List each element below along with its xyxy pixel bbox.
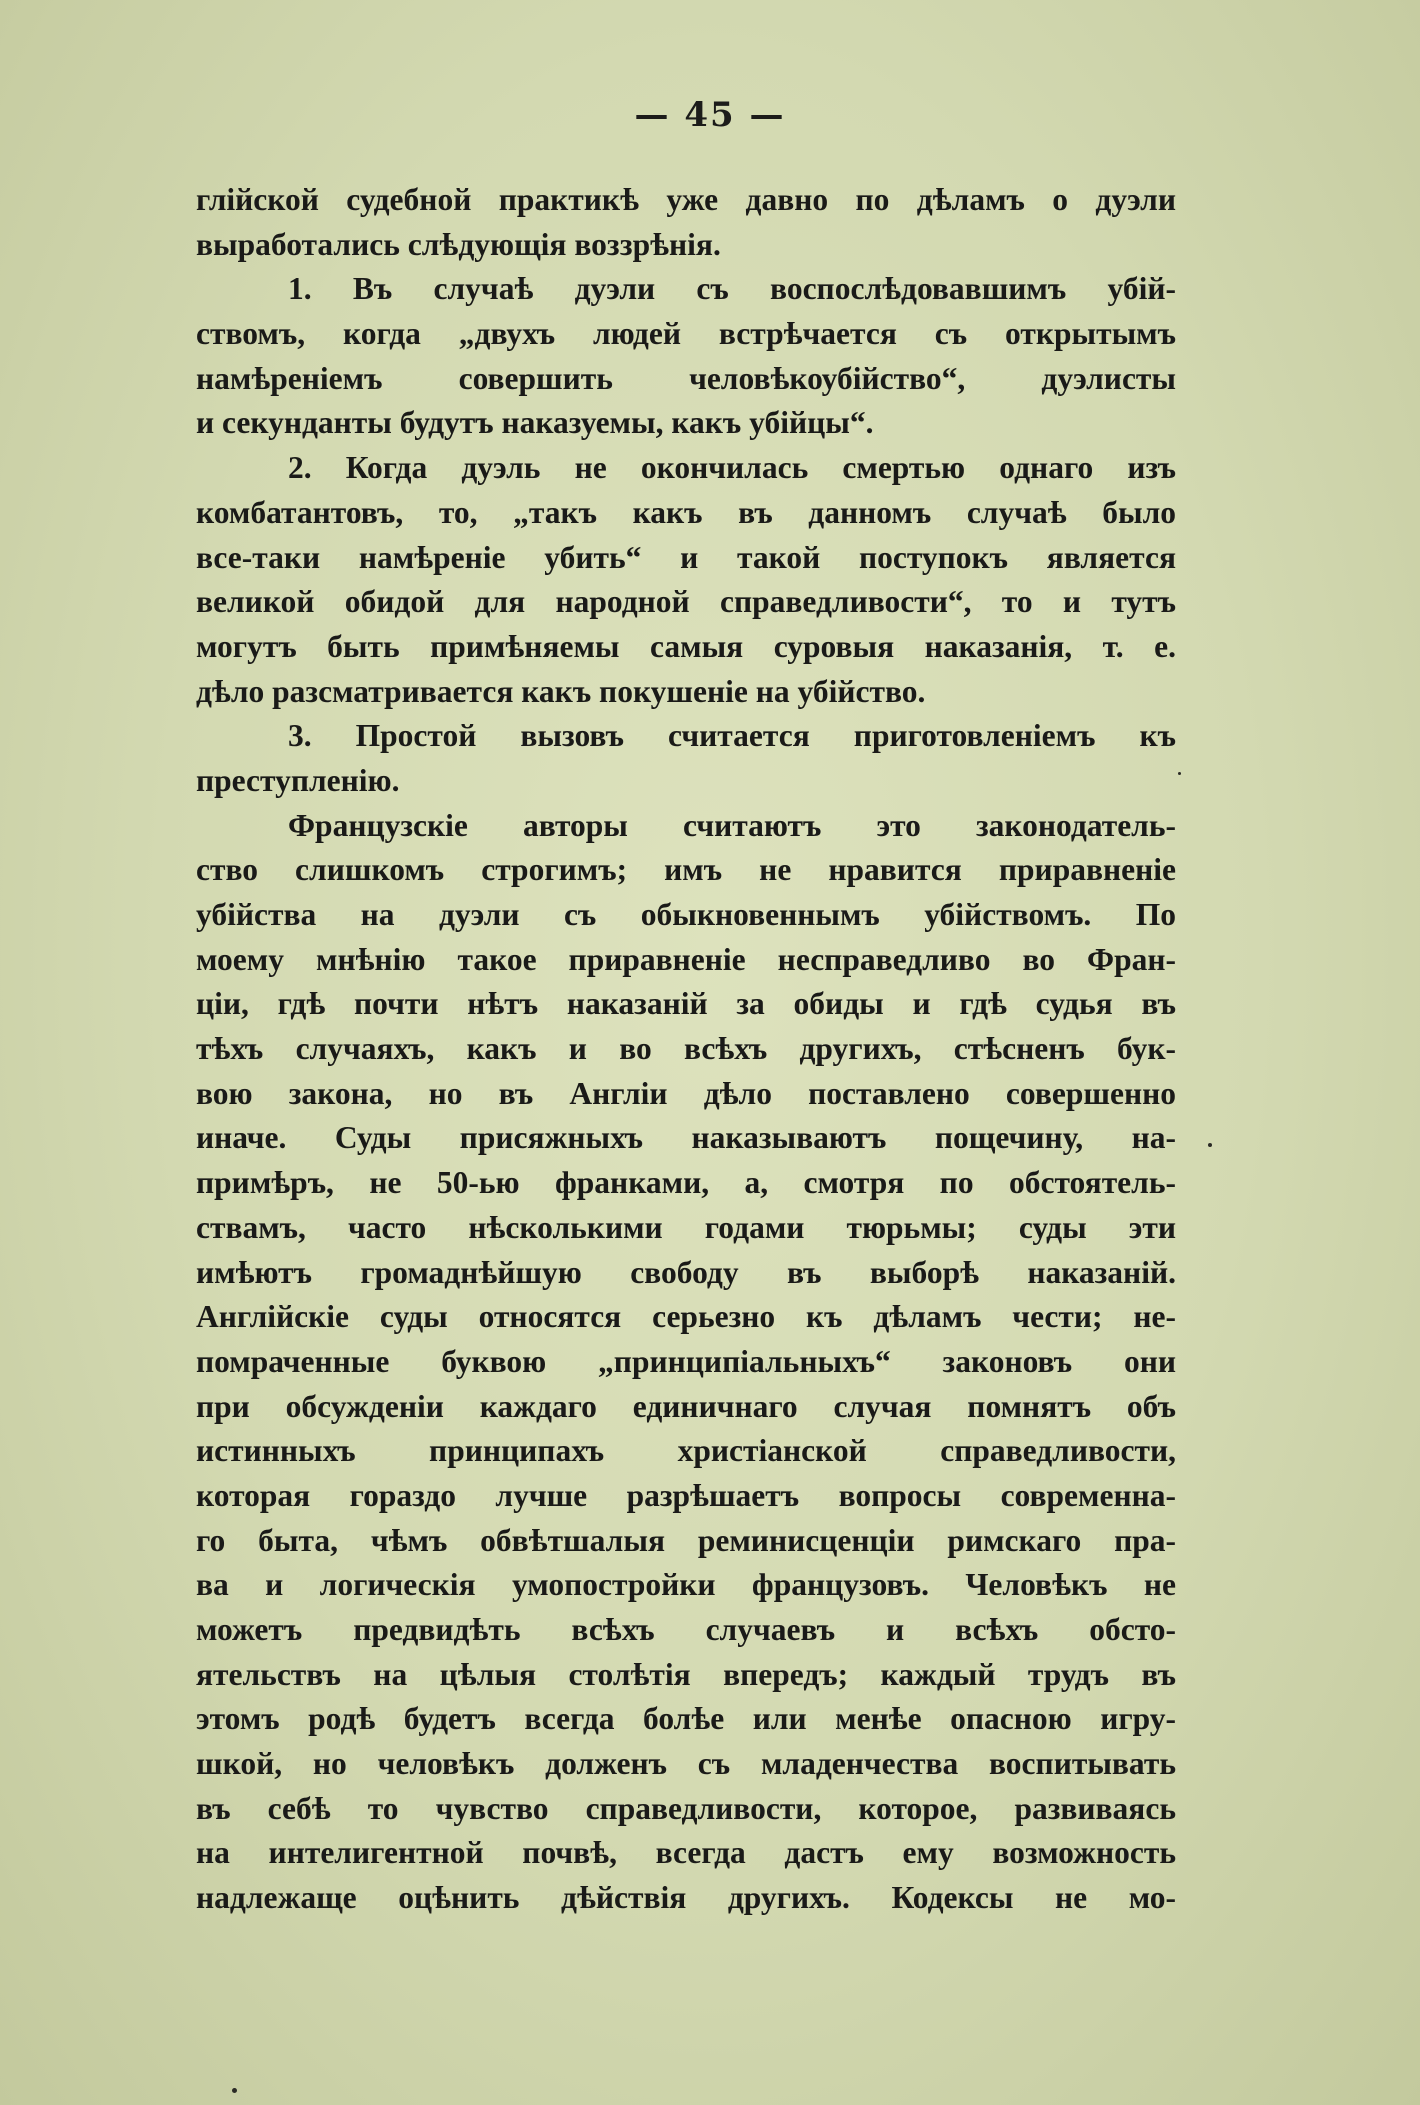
text-line: преступленію.: [196, 762, 400, 798]
text-line: надлежаще оцѣнить дѣйствія другихъ. Кодексы не мо-: [196, 1880, 1176, 1916]
text-line: глійской судебной практикѣ уже давно по дѣламъ о дуэли: [196, 182, 1176, 217]
text-line: ятельствъ на цѣлыя столѣтія впередъ; каждый трудъ въ: [196, 1656, 1176, 1692]
text-line: которая гораздо лучше разрѣшаетъ вопросы современна-: [196, 1477, 1176, 1513]
text-line: моему мнѣнію такое приравненіе несправедливо во Фран-: [196, 941, 1176, 977]
text-line: Англійскіе суды относятся серьезно къ дѣламъ чести; не-: [196, 1299, 1176, 1335]
text-line: вою закона, но въ Англіи дѣло поставлено совершенно: [196, 1075, 1176, 1111]
paper-speck: [1178, 772, 1181, 775]
paper-speck: [232, 2088, 237, 2093]
text-line: намѣреніемъ совершить человѣкоубійство“, дуэлисты: [196, 360, 1176, 396]
text-line: ціи, гдѣ почти нѣтъ наказаній за обиды и гдѣ судья въ: [196, 986, 1176, 1022]
text-line: дѣло разсматривается какъ покушеніе на убійство.: [196, 673, 926, 709]
text-line: на интелигентной почвѣ, всегда дастъ ему возможность: [196, 1835, 1176, 1871]
text-line: убійства на дуэли съ обыкновеннымъ убійствомъ. По: [196, 897, 1176, 932]
text-line: помраченные буквою „принципіальныхъ“ законовъ они: [196, 1343, 1176, 1379]
text-line: ва и логическія умопостройки французовъ. Человѣкъ не: [196, 1567, 1176, 1603]
text-line: великой обидой для народной справедливости“, то и тутъ: [196, 584, 1176, 620]
text-line: все-таки намѣреніе убить“ и такой поступокъ является: [196, 539, 1176, 575]
text-line: ствомъ, когда „двухъ людей встрѣчается съ открытымъ: [196, 316, 1176, 352]
text-line: истинныхъ принципахъ христіанской справедливости,: [196, 1433, 1176, 1469]
page-number: — 45 —: [634, 95, 786, 135]
text-line: го быта, чѣмъ обвѣтшалыя реминисценціи римскаго пра-: [196, 1522, 1176, 1558]
text-line: при обсужденіи каждаго единичнаго случая помнятъ объ: [196, 1388, 1176, 1424]
text-line: ство слишкомъ строгимъ; имъ не нравится приравненіе: [196, 852, 1176, 888]
text-line: шкой, но человѣкъ долженъ съ младенчества воспитывать: [196, 1746, 1176, 1782]
text-line: выработались слѣдующія воззрѣнія.: [196, 226, 721, 262]
text-line: могутъ быть примѣняемы самыя суровыя наказанія, т. е.: [196, 628, 1176, 664]
text-line: комбатантовъ, то, „такъ какъ въ данномъ случаѣ было: [196, 494, 1176, 530]
paper-speck: [1208, 1143, 1212, 1147]
text-line: въ себѣ то чувство справедливости, которое, развиваясь: [196, 1790, 1176, 1826]
text-line: примѣръ, не 50-ью франками, а, смотря по обстоятель-: [196, 1165, 1176, 1201]
text-line: 3. Простой вызовъ считается приготовленіемъ къ: [288, 718, 1176, 754]
text-line: 2. Когда дуэль не окончилась смертью однаго изъ: [288, 450, 1176, 486]
text-line: можетъ предвидѣть всѣхъ случаевъ и всѣхъ обсто-: [196, 1612, 1176, 1647]
text-line: иначе. Суды присяжныхъ наказываютъ пощечину, на-: [196, 1120, 1176, 1156]
text-line: 1. Въ случаѣ дуэли съ воспослѣдовавшимъ убій-: [288, 271, 1176, 307]
text-line: этомъ родѣ будетъ всегда болѣе или менѣе опасною игру-: [196, 1701, 1176, 1737]
body-text: [196, 178, 1176, 1921]
text-line: Французскіе авторы считаютъ это законодатель-: [288, 807, 1176, 843]
text-line: тѣхъ случаяхъ, какъ и во всѣхъ другихъ, стѣсненъ бук-: [196, 1031, 1176, 1067]
text-line: имѣютъ громаднѣйшую свободу въ выборѣ наказаній.: [196, 1254, 1176, 1290]
text-line: и секунданты будутъ наказуемы, какъ убійцы“.: [196, 405, 874, 441]
text-line: ствамъ, часто нѣсколькими годами тюрьмы; суды эти: [196, 1209, 1176, 1245]
